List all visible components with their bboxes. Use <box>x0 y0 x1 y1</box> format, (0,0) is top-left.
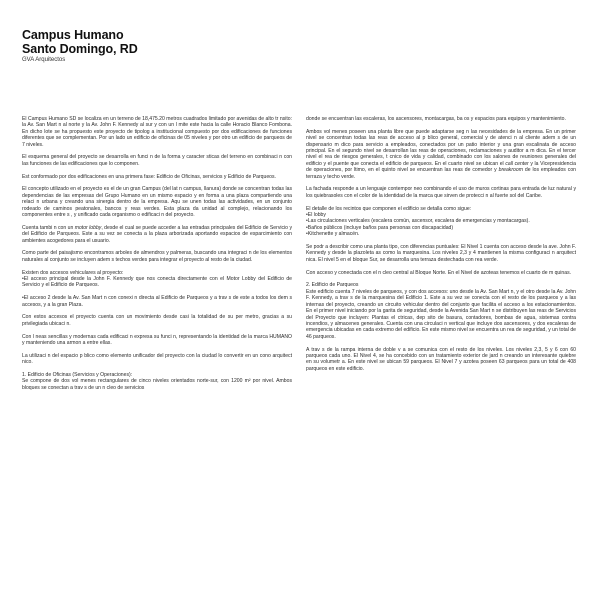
paragraph: Se compone de dos vol menes rectangulares de cinco niveles orientados norte-sur, con 1200 m² por nivel. Ambos bloques se conectan a trav s de un n cleo de servicios <box>22 378 292 391</box>
section-heading: 1. Edificio de Oficinas (Servicios y Operaciones): <box>22 372 133 379</box>
access-list <box>22 276 292 289</box>
access-list <box>22 295 292 308</box>
list-item: • El lobby <box>306 212 576 218</box>
paragraph: A trav s de la rampa interna de doble v a se comunica con el resto de los niveles. Los niveles 2,3, 5 y 6 con 60 parqueos cada uno. El Nivel 4, se ha concebido con un tratamiento exterior de jard n creando un interesante quiebre en su volumetr a. En este nivel se ubican 59 parqueos. El Nivel 7 y azotea poseen 63 parqueos para un total de 408 parqueos en este edificio. <box>306 346 576 372</box>
document-header <box>22 28 138 64</box>
paragraph: Cuenta tambi n con un motor lobby, desde el cual se puede acceder a las entradas principales del Edificio de Servicio y del Edificio de Parqueos. Este a su vez se conecta a la plaza arborizada aportando espacios de esparcimiento con ambientes acogedores para el usuario. <box>22 224 292 244</box>
list-item: • Baños públicos (incluye baños para personas con discapacidad) <box>306 225 576 231</box>
author-credit: GVA Arquitectos <box>22 57 66 63</box>
paragraph: El detalle de los recintos que componen el edificio se detalla como sigue: <box>306 205 472 212</box>
project-title: Campus Humano <box>22 28 124 42</box>
paragraph: El concepto utilizado en el proyecto es el de un gran Campus (del lat n campus, llanura) donde se concentran todas las dependencias de las empresas del Grupo Humano en un mismo espacio y en forma a una plaza compartiendo una relaci n urbana y creando una sinergia dentro de la empresa. Aqu se unen todas las actividades, en un conjunto rodeado de caminos peatonales, bancos y reas verdes. Esta plaza da unidad al complejo, relacionando los componentes entre s , y unificado cada organismo o edificaci n del proyecto. <box>22 186 292 219</box>
paragraph: El esquema general del proyecto se desarrolla en funci n de la forma y caracter sticas del terreno en combinaci n con las funciones de las edificaciones que lo componen. <box>22 154 292 167</box>
left-text-column <box>22 116 292 398</box>
paragraph: El Campus Humano SD se localiza en un terreno de 18,475.20 metros cuadrados limitado por avenidas de alto tr nsito: la Av. San Mart n al norte y la Av. John F. Kennedy al sur y con un l mite este hacia la calle Horacio Blanco Fombona. En dicho lote se ha propuesto este proyecto de tipolog a institucional compuesto por dos edificaciones de funciones diferentes que se complementan. Por un lado un edificio de oficinas de 05 niveles y por otro un edificio de parqueos de 7 niveles. <box>22 116 292 148</box>
paragraph: Ambos vol menes poseen una planta libre que puede adaptarse seg n las necesidades de la empresa. En un primer nivel se concentran todas las reas de acceso al p blico general, comercial y de atenci n al cliente adem s de un dispensario m dico para servicio a empleados, conectados por un patio interior y una gran escalinata de acceso principal. En el segundo nivel se desarrollan las reas de operaciones, reclamaciones y auditor a m dica. En el tercer nivel el rea de riesgos generales, t cnico de vida y calidad, combinado con los salones de reuniones generales del edificio y el puente que conecta el edificio de parqueos. En el cuarto nivel se ubican el call center y la Vicepresidencia de operaciones, por ltimo, en el quinto nivel se encuentran las reas de comedor y breakroom de los empleados con terraza y techo verde. <box>306 128 577 180</box>
paragraph: La fachada responde a un lenguaje contempor neo combinando el uso de muros cortinas para entrada de luz natural y los quiebrasoles con el color de la identidad de la marca que sirven de protecci n al fuerte sol del Caribe. <box>306 186 576 199</box>
section-heading: 2. Edificio de Parqueos <box>306 282 359 289</box>
list-item: • Kitchenette y almacén. <box>306 231 576 237</box>
paragraph: Este edificio cuenta 7 niveles de parqueos, y con dos accesos: uno desde la Av. San Mart n, y el otro desde la Av. John F. Kennedy, a trav s de la marquesina del Edificio 1. Este a su vez se conecta con el resto de los parqueos y a las internas del proyecto, creando un circuito vehicular dentro del conjunto que facilita el acceso a los estacionamientos. En el primer nivel iniciando por la garita de seguridad, desde la Avenida San Mart n se distribuyen las reas de Servicios del Proyecto que incluyen: Plantas el ctricas, dep sito de basura, contadores, bombas de agua, sistemas contra incendios, y almacenes generales. Cuenta con una circulaci n vertical que incluye dos ascensores, y dos escaleras de emergencia ubicadas en cada extremo del edificio. En este mismo nivel se encuentra un rea de seguridad, y un total de 46 parqueos. <box>306 288 576 340</box>
right-text-column <box>306 116 576 379</box>
project-location: Santo Domingo, RD <box>22 42 138 56</box>
paragraph: Con estos accesos el proyecto cuenta con un movimiento desde casi la totalidad de su per metro, gracias a su privilegiada ubicaci n. <box>22 314 292 327</box>
paragraph: Se podr a describir como una planta tipo, con diferencias puntuales: El Nivel 1 cuenta con acceso desde la ave. John F. Kennedy y desde la plazoleta as como la marquesina. Los niveles 2,3 y 4 mantienen la misma configuraci n arquitect nica. El nivel 5 en el bloque Sur, se desarrolla una terraza destechada con rea verde. <box>306 244 576 263</box>
paragraph: donde se encuentran las escaleras, los ascensores, montacargas, ba os y espacios para equipos y mantenimiento. <box>306 116 566 122</box>
paragraph: Como parte del paisajismo encontramos arboles de almendros y palmeras, buscando una integraci n de los elementos naturales al conjunto se incluyen adem s techos verdes para integrar el proyecto al resto de la ciudad. <box>22 250 292 263</box>
paragraph: Con acceso y conectada con el n cleo central al Bloque Norte. En el Nivel de azoteas tenemos el cuarto de m quinas. <box>306 269 572 276</box>
list-item: • Las circulaciones verticales (escalera común, ascensor, escalera de emergencias y montacargas). <box>306 218 576 224</box>
paragraph: Est conformado por dos edificaciones en una primera fase: Edificio de Oficinas, servicios y Edificio de Parqueos. <box>22 173 276 180</box>
paragraph: Con l neas sencillas y modernas cada edificaci n expresa su funci n, representando la identidad de la marca HUMANO y manteniendo una armon a entre ellas. <box>22 333 292 347</box>
list-item: • El acceso 2 desde la Av. San Mart n con conexi n directa al Edificio de Parqueos y a trav s de este a todos los dem s accesos, y a la gran Plaza. <box>22 295 292 308</box>
paragraph: La utilizaci n del espacio p blico como elemento unificador del proyecto con la ciudad lo convertir en un cono arquitect nico. <box>22 352 292 366</box>
paragraph: Existen dos accesos vehiculares al proyecto: <box>22 269 124 276</box>
rooms-list <box>306 212 576 238</box>
list-item: • El acceso principal desde la John F. Kennedy que nos conecta directamente con el Motor Lobby del Edificio de Servicio y el Edificio de Parqueos. <box>22 276 292 289</box>
